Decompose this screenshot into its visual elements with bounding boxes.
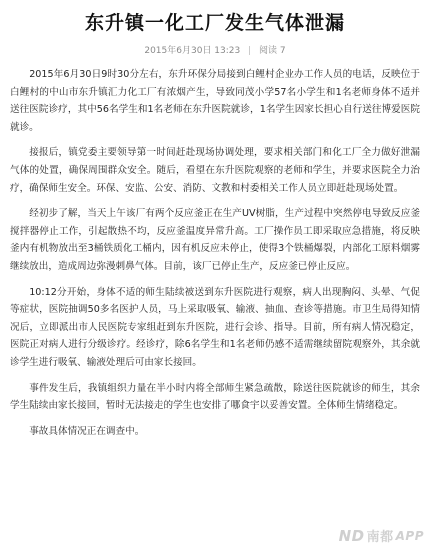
publish-datetime: 2015年6月30日 13:23 [144, 46, 241, 56]
article-paragraph: 事故具体情况正在调查中。 [29, 425, 145, 437]
article-meta [0, 43, 430, 56]
source-watermark [339, 526, 424, 545]
watermark-brand: 南都 [366, 530, 394, 545]
article-paragraph: 事件发生后，我镇组织力量在半小时内将全部师生紧急疏散，除送往医院就诊的师生，其余学生陆续由家长接回，暂时无法接走的学生也安排了哪食宇以妥善安置。全体师生情绪稳定。 [10, 382, 420, 412]
article-paragraph: 经初步了解，当天上午该厂有两个反应釜正在生产UV树脂，生产过程中突然停电导致反应釜搅拌器停止工作，引起散热不均，反应釜温度异常升高。工厂操作员工即采取应急措施，将反映釜内有机物放出至3桶铁质化工桶内，因有机反应未停止，使得3个铁桶爆裂，内部化工原料烟雾继续放出，造成周边弥漫刺鼻气体。目前，该厂已停止生产，反应釜已停止反应。 [10, 208, 420, 272]
nd-logo-icon: ND [338, 526, 365, 545]
article-title: 东升镇一化工厂发生气体泄漏 [84, 12, 345, 34]
meta-divider: | [248, 46, 252, 56]
watermark-app: APP [395, 528, 424, 543]
article-paragraph: 接报后，镇党委主要领导第一时间赶赴现场协调处理，要求相关部门和化工厂全力做好泄漏气体的处置，确保周围群众安全。随后，看望在东升医院观察的老师和学生，并要求医院全力治疗，确保师生安全。环保、安监、公安、消防、文教和村委相关工作人员立即赶赴现场处置。 [10, 147, 420, 194]
article-paragraph: 2015年6月30日9时30分左右，东升环保分局接到白鲤村企业办工作人员的电话，反映位于白鲤村的中山市东升镇汇力化工厂有浓烟产生，导致同茂小学57名小学生和1名老师身体不适并送往医院诊疗，其中56名学生和1名老师在东升医院就诊，1名学生因家长担心自行送往博爱医院就诊。 [10, 69, 420, 133]
article-paragraph: 10:12分开始，身体不适的师生陆续被送到东升医院进行观察，病人出现胸闷、头晕、气促等症状，医院抽调50多名医护人员，马上采取吸氧、输液、抽血、查诊等措施。市卫生局得知情况后，立即派出市人民医院专家组赶到东升医院，进行会诊、指导。目前，所有病人情况稳定，医院正对病人进行分级诊疗。经诊疗，除6名学生和1名老师仍感不适需继续留院观察外，其余就诊学生进行吸氧、输液处理后可由家长接回。 [10, 286, 420, 368]
read-count: 阅读 7 [259, 46, 286, 56]
article-body [10, 66, 420, 448]
